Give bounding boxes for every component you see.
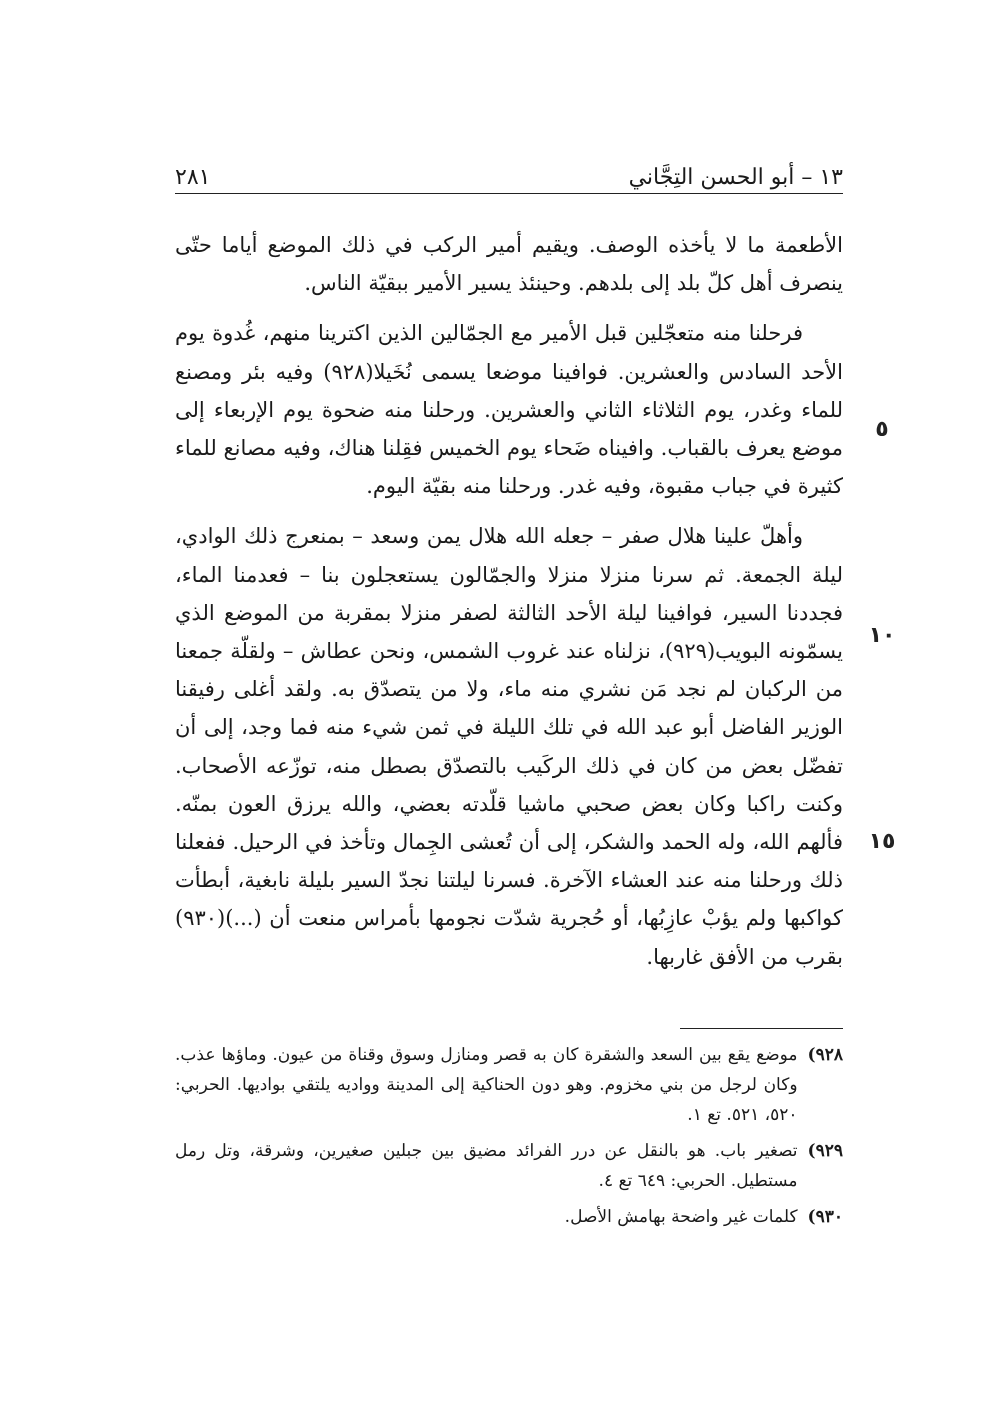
page-number: ٢٨١: [175, 165, 211, 190]
footnote: [175, 1136, 843, 1196]
paragraph: الأطعمة ما لا يأخذه الوصف. ويقيم أمير الركب في ذلك الموضع أياما حتّى ينصرف أهل كلّ بلد إلى بلدهم. وحينئذ يسير الأمير ببقيّة الناس.: [175, 233, 843, 296]
line-number-marker: ٥: [875, 417, 889, 442]
footnote-number: ٩٣٠): [807, 1207, 843, 1227]
header-rule: [175, 193, 843, 194]
footnote-text: موضع يقع بين السعد والشقرة كان به قصر ومنازل وسوق وقناة من عيون. وماؤها عذب. وكان لرجل من بني مخزوم. وهو دون الحناكية إلى المدينة وواديه يلتقي بواديها. الحربي: ٥٢٠، ٥٢١. تع ١.: [175, 1045, 798, 1125]
footnote: [175, 1040, 843, 1130]
footnote-text: تصغير باب. هو بالنقل عن درر الفرائد مضيق بين جبلين صغيرين، وشرقة، وتل رمل مستطيل. الحربي: ٦٤٩ تع ٤.: [175, 1141, 798, 1191]
running-header: [175, 150, 843, 190]
footnote-text: كلمات غير واضحة بهامش الأصل.: [564, 1207, 798, 1227]
paragraph: وأهلّ علينا هلال صفر – جعله الله هلال يمن وسعد – بمنعرج ذلك الوادي، ليلة الجمعة. ثم سرنا منزلا منزلا والجمّالون يستعجلون بنا – فعدمنا الماء، فجددنا السير، فوافينا ليلة الأحد الثالثة لصفر منزلا بمقربة من الموضع الذي يسمّونه البويب(٩٢٩)، نزلناه عند غروب الشمس، ونحن عطاش – ولقلّة جمعنا من الركبان لم نجد مَن نشري منه ماء، ولا من يتصدّق به. ولقد أغلى رفيقنا الوزير الفاضل أبو عبد الله في تلك الليلة في ثمن شيء منه فما وجد، إلى أن تفضّل بعض من كان في ذلك الركَيب بالتصدّق بصطل منه، توزّعه الأصحاب. وكنت راكبا وكان بعض صحبي ماشيا قلّدته بعضي، والله يرزق العون بمنّه. فألهم الله، وله الحمد والشكر، إلى أن تُعشى الجِمال وتأخذ في الرحيل. ففعلنا ذلك ورحلنا منه عند العشاء الآخرة. فسرنا ليلتنا نجدّ السير بليلة نابغية، أبطأت كواكبها ولم يؤبْ عازِبُها، أو حُجرية شدّت نجومها بأمراس منعت أن (...)(٩٣٠) بقرب من الأفق غاربها.: [175, 524, 843, 969]
main-text: [175, 226, 843, 988]
line-number-marker: ١٥: [868, 829, 896, 854]
footnote: [175, 1202, 843, 1232]
chapter-title: ١٣ – أبو الحسن التِجَّاني: [628, 165, 843, 190]
footnote-rule: [680, 1028, 843, 1029]
footnote-number: ٩٢٨): [807, 1045, 843, 1065]
paragraph: فرحلنا منه متعجّلين قبل الأمير مع الجمّالين الذين اكترينا منهم، غُدوة يوم الأحد السادس والعشرين. فوافينا موضعا يسمى نُخَيلا(٩٢٨) وفيه بئر ومصنع للماء وغدر، يوم الثلاثاء الثاني والعشرين. ورحلنا منه ضحوة يوم الإربعاء إلى موضع يعرف بالقباب. وافيناه ضَحاء يوم الخميس فقِلنا هناك، وفيه مصانع للماء كثيرة في جباب مقبوة، وفيه غدر. ورحلنا منه بقيّة اليوم.: [175, 321, 844, 499]
line-number-marker: ١٠: [868, 623, 896, 648]
footnote-number: ٩٢٩): [807, 1141, 843, 1161]
footnotes: [175, 1040, 843, 1238]
